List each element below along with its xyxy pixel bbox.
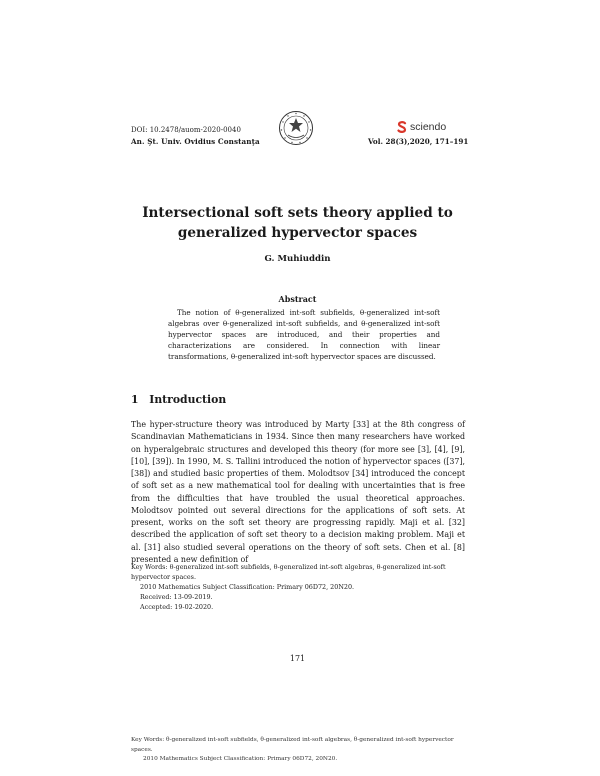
- footnote-keywords: Key Words: θ-generalized int-soft subfields, θ-generalized int-soft algebras, θ-generalized int-soft hypervector spaces.: [131, 563, 446, 582]
- university-seal-icon: [278, 110, 314, 146]
- volume-info: Vol. 28(3),2020, 171–191: [368, 137, 469, 146]
- journal-name: An. Şt. Univ. Ovidius Constanţa: [131, 137, 260, 146]
- title-line-2: generalized hypervector spaces: [177, 225, 418, 241]
- section-number: 1: [131, 393, 139, 406]
- footnote-msc: 2010 Mathematics Subject Classification: Primary 06D72, 20N20.: [140, 583, 355, 592]
- footnotes: [131, 562, 465, 612]
- doi-text: DOI: 10.2478/auom-2020-0040: [131, 126, 241, 134]
- bottom-note: [131, 736, 471, 765]
- bottom-note-keywords: Key Words: θ-generalized int-soft subfields, θ-generalized int-soft algebras, θ-generalized int-soft hypervector spaces.: [131, 737, 454, 753]
- abstract-text: The notion of θ-generalized int-soft subfields, θ-generalized int-soft algebras over θ-generalized int-soft subfields, and θ-generalized int-soft hypervector spaces are introduced, and their properties and characterizations are considered. In connection with linear transformations, θ-generalized int-soft hypervector spaces are discussed.: [168, 308, 440, 362]
- title-line-1: Intersectional soft sets theory applied to: [142, 205, 453, 221]
- section-heading: [131, 393, 226, 406]
- paper-title: [120, 203, 475, 243]
- abstract-heading: Abstract: [278, 294, 317, 304]
- footnote-accepted: Accepted: 19-02-2020.: [140, 603, 214, 612]
- bottom-note-msc: 2010 Mathematics Subject Classification: Primary 06D72, 20N20.: [143, 756, 338, 762]
- abstract-body: [168, 307, 440, 362]
- sciendo-logo-icon: [397, 121, 407, 133]
- author: G. Muhiuddin: [264, 254, 331, 264]
- sciendo-logo: [397, 121, 446, 133]
- section-title: Introduction: [149, 393, 227, 406]
- intro-paragraph: The hyper-structure theory was introduced by Marty [33] at the 8th congress of Scandinavian Mathematicians in 1934. Since then many researchers have worked on hyperalgebraic structures and developed this theory (for more see [3], [4], [9], [10], [39]). In 1990, M. S. Tallini introduced the notion of hypervector spaces ([37], [38]) and studied basic properties of them. Molodtsov [34] introduced the concept of soft set as a new mathematical tool for dealing with uncertainties that is free from the difficulties that have troubled the usual theoretical approaches. Molodtsov pointed out several directions for the applications of soft sets. At present, works on the soft set theory are progressing rapidly. Maji et al. [32] described the application of soft set theory to a decision making problem. Maji et al. [31] also studied several operations on the theory of soft sets. Chen et al. [8] presented a new definition of: [131, 420, 465, 564]
- section-body: [131, 419, 465, 566]
- footnote-received: Received: 13-09-2019.: [140, 593, 213, 602]
- brand-name: sciendo: [410, 121, 447, 133]
- page-number: 171: [289, 654, 306, 663]
